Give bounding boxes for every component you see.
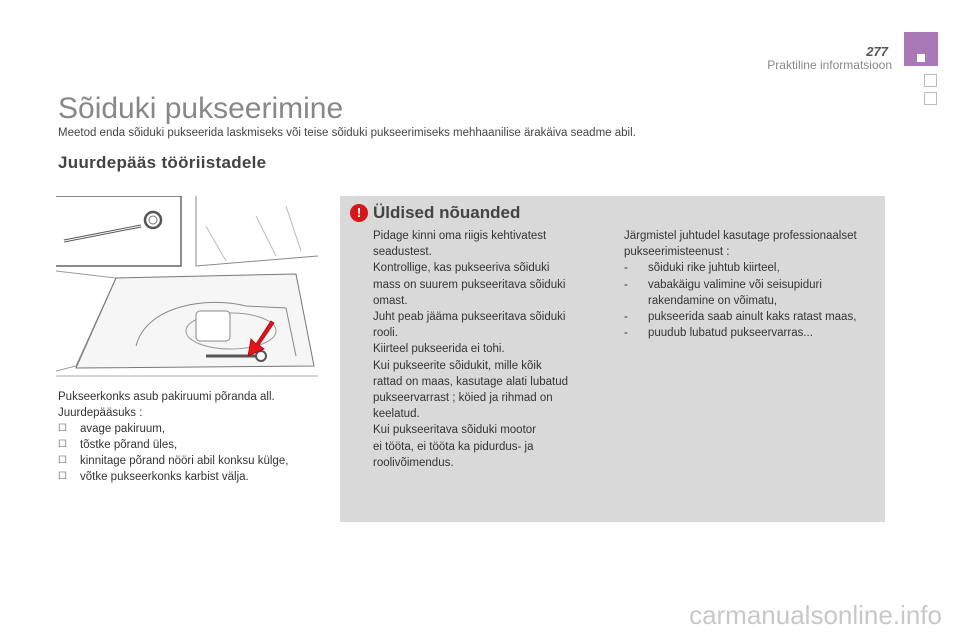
warning-icon: ! bbox=[350, 204, 368, 222]
section-name: Praktiline informatsioon bbox=[767, 58, 892, 72]
advice-line: keelatud. bbox=[373, 408, 420, 421]
advice-line: pukseervarrast ; köied ja rihmad on bbox=[373, 392, 553, 405]
advice-column-2 bbox=[624, 228, 879, 341]
list-item: - vabakäigu valimine või seisupiduri rakendamine on võimatu, bbox=[624, 277, 879, 309]
advice-line: roolivõimendus. bbox=[373, 456, 454, 469]
advice-intro: Järgmistel juhtudel kasutage professionaalset bbox=[624, 230, 857, 242]
list-item: ☐ võtke pukseerkonks karbist välja. bbox=[58, 469, 333, 485]
advice-line: seadustest. bbox=[373, 246, 432, 259]
section-heading: Juurdepääs tööriistadele bbox=[58, 153, 267, 172]
watermark: carmanualsonline.info bbox=[689, 600, 942, 630]
advice-intro: pukseerimisteenust : bbox=[624, 246, 730, 259]
advice-line: Kui pukseerite sõidukit, mille kõik bbox=[373, 359, 542, 372]
chapter-tab[interactable] bbox=[924, 74, 937, 87]
advice-line: Juht peab jääma pukseeritava sõiduki bbox=[373, 311, 566, 324]
tab-marker-icon bbox=[917, 54, 925, 62]
intro-text: Pukseerkonks asub pakiruumi põranda all. bbox=[58, 391, 275, 403]
left-instructions bbox=[58, 389, 333, 485]
advice-line: rattad on maas, kasutage alati lubatud bbox=[373, 375, 568, 388]
page-number: 277 bbox=[866, 44, 888, 59]
list-item: - sõiduki rike juhtub kiirteel, bbox=[624, 260, 879, 276]
intro-text: Juurdepääsuks : bbox=[58, 407, 143, 419]
list-item: ☐ tõstke põrand üles, bbox=[58, 437, 333, 453]
advice-line: rooli. bbox=[373, 327, 398, 340]
panel-heading: Üldised nõuanded bbox=[373, 203, 521, 222]
advice-column-1 bbox=[373, 228, 603, 471]
list-item: - puudub lubatud pukseervarras... bbox=[624, 325, 879, 341]
list-item: ☐ avage pakiruum, bbox=[58, 421, 333, 437]
trunk-illustration bbox=[56, 196, 318, 380]
page-title: Sõiduki pukseerimine bbox=[58, 92, 344, 125]
list-item: - pukseerida saab ainult kaks ratast maas, bbox=[624, 309, 879, 325]
advice-line: Pidage kinni oma riigis kehtivatest bbox=[373, 230, 547, 242]
advice-line: Kui pukseeritava sõiduki mootor bbox=[373, 424, 536, 437]
chapter-tab[interactable] bbox=[924, 92, 937, 105]
advice-line: Kontrollige, kas pukseeriva sõiduki bbox=[373, 262, 550, 275]
chapter-tab-active[interactable] bbox=[904, 32, 938, 66]
advice-line: ei tööta, ei tööta ka pidurdus- ja bbox=[373, 440, 534, 453]
advice-line: mass on suurem pukseeritava sõiduki bbox=[373, 278, 566, 291]
page-subtitle: Meetod enda sõiduki pukseerida laskmiseks või teise sõiduki pukseerimiseks mehhaanilise ärakäiva seadme abil. bbox=[58, 127, 636, 139]
advice-line: Kiirteel pukseerida ei tohi. bbox=[373, 343, 505, 356]
list-item: ☐ kinnitage põrand nööri abil konksu külge, bbox=[58, 453, 333, 469]
advice-line: omast. bbox=[373, 294, 408, 307]
